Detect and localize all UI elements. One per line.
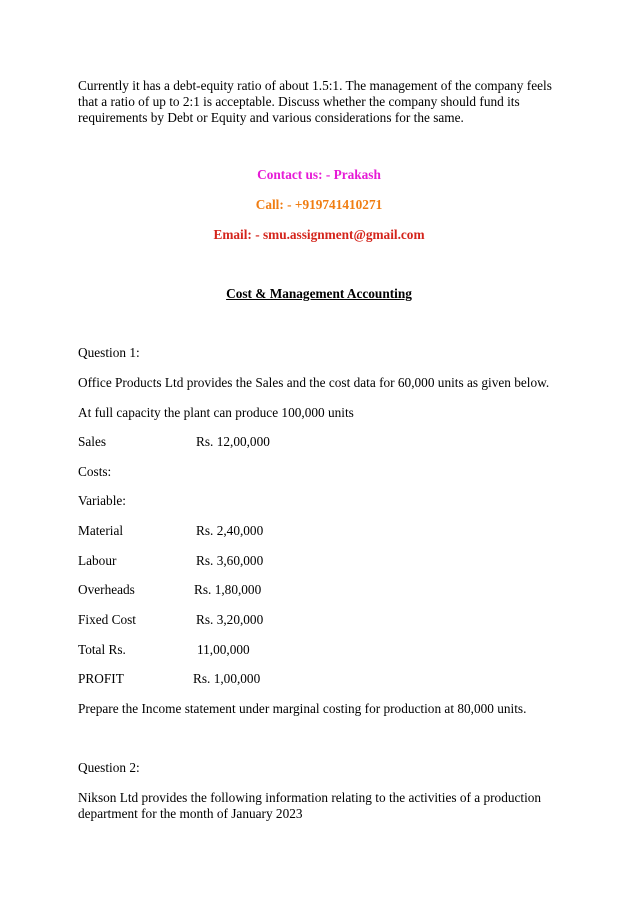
total-value: 11,00,000 <box>197 642 250 657</box>
question2-label: Question 2: <box>78 760 140 775</box>
cost-item-value: Rs. 3,20,000 <box>196 612 264 627</box>
cost-item-label: Overheads <box>78 582 135 597</box>
costs-label: Costs: <box>78 464 112 479</box>
question1-instruction: Prepare the Income statement under marginal costing for production at 80,000 units. <box>78 701 527 716</box>
question1-label: Question 1: <box>78 345 140 360</box>
sales-label: Sales <box>78 434 107 449</box>
cost-item-label: Labour <box>78 553 117 568</box>
question2-text: Nikson Ltd provides the following information relating to the activities of a production department for the month of January 2023 <box>78 790 542 821</box>
cost-item-label: Material <box>78 523 124 538</box>
section-title-wrapper <box>0 286 638 302</box>
sales-row <box>78 434 106 450</box>
cost-item-value: Rs. 1,80,000 <box>194 582 262 597</box>
cost-item-value: Rs. 2,40,000 <box>196 523 264 538</box>
cost-item-value: Rs. 3,60,000 <box>196 553 264 568</box>
cost-item-label: Fixed Cost <box>78 612 136 627</box>
sales-value: Rs. 12,00,000 <box>196 434 270 449</box>
total-label: Total Rs. <box>78 642 126 657</box>
question1-line2: At full capacity the plant can produce 100,000 units <box>78 405 354 420</box>
contact-phone: Call: - +919741410271 <box>255 197 383 212</box>
intro-paragraph: Currently it has a debt-equity ratio of about 1.5:1. The management of the company feels that a ratio of up to 2:1 is acceptable. Discuss whether the company should fund its requirements by Debt or Equity and various considerations for the same. <box>78 78 552 125</box>
profit-value: Rs. 1,00,000 <box>193 671 261 686</box>
section-title: Cost & Management Accounting <box>226 286 412 301</box>
variable-label: Variable: <box>78 493 126 508</box>
profit-label: PROFIT <box>78 671 124 686</box>
contact-name: Contact us: - Prakash <box>257 167 381 182</box>
contact-email: Email: - smu.assignment@gmail.com <box>213 227 425 242</box>
question1-line1: Office Products Ltd provides the Sales and the cost data for 60,000 units as given below. <box>78 375 550 390</box>
